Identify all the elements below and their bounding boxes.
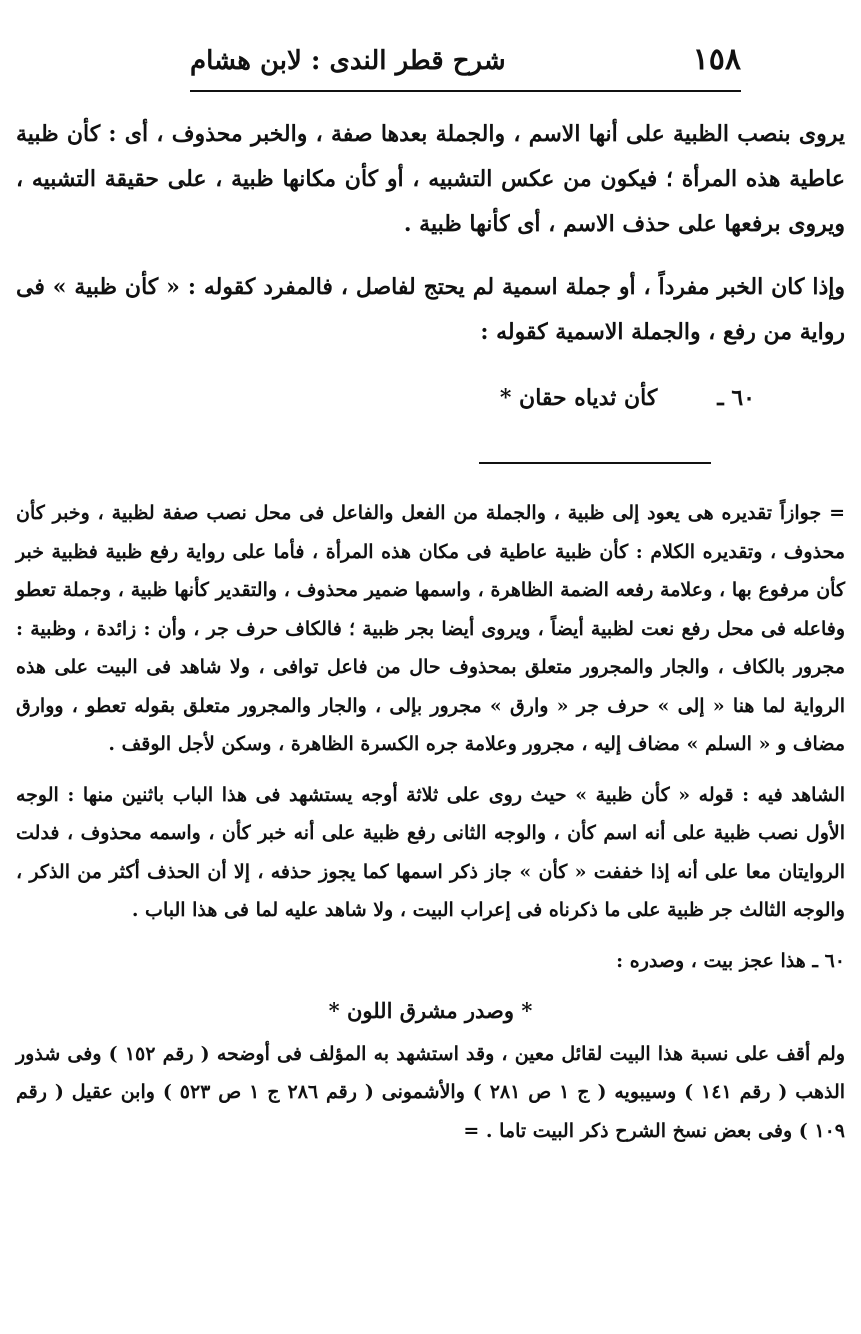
verse-number: ٦٠ ـ xyxy=(717,385,755,411)
verse-text: كأن ثدياه حقان * xyxy=(499,385,658,411)
footnote-divider xyxy=(479,462,711,464)
page-header xyxy=(190,42,741,92)
footnote-paragraph: الشاهد فيه : قوله « كأن ظبية » حيث روى على ثلاثة أوجه يستشهد فى هذا الباب باثنين منها : الوجه الأول نصب ظبية على أنه اسم كأن ، والوجه الثانى رفع ظبية على أنه خبر كأن ، واسمه محذوف ، فدلت الروايتان معا على أنه إذا خففت « كأن » جاز ذكر اسمها كما يجوز حذفه ، إلا أن الحذف أكثر من الذكر ، والوجه الثالث جر ظبية على ما ذكرناه فى إعراب البيت ، ولا شاهد عليه لما فى هذا الباب . xyxy=(16,783,845,921)
footnote-paragraph: ٦٠ ـ هذا عجز بيت ، وصدره : xyxy=(616,949,845,972)
page-number: ١٥٨ xyxy=(692,42,741,77)
footnote-paragraph: ولم أقف على نسبة هذا البيت لقائل معين ، وقد استشهد به المؤلف فى أوضحه ( رقم ١٥٢ ) وفى شذور الذهب ( رقم ١٤١ ) وسيبويه ( ج ١ ص ٢٨١ ) والأشمونى ( رقم ٢٨٦ ج ١ ص ٥٢٣ ) وابن عقيل ( رقم ١٠٩ ) وفى بعض نسخ الشرح ذكر البيت تاما . = xyxy=(16,1042,846,1142)
footnote-verse: * وصدر مشرق اللون * xyxy=(328,998,533,1023)
main-text xyxy=(16,112,845,423)
running-title: شرح قطر الندى : لابن هشام xyxy=(190,46,506,76)
footnotes xyxy=(16,494,845,1162)
footnote-paragraph: = جوازاً تقديره هى يعود إلى ظبية ، والجملة من الفعل والفاعل فى محل نصب صفة لظبية ، وخبر كأن محذوف ، وتقديره الكلام : كأن ظبية عاطية فى مكان هذه المرأة ، فأما على رواية رفع ظبية فظبية خبر كأن مرفوع بها ، وعلامة رفعه الضمة الظاهرة ، واسمها ضمير محذوف ، والتقدير كأنها ظبية ، وجملة تعطو وفاعله فى محل رفع نعت لظبية أيضاً ، ويروى أيضا بجر ظبية ؛ فالكاف حرف جر ، وأن : زائدة ، وظبية : مجرور بالكاف ، والجار والمجرور متعلق بمحذوف حال من فاعل توافى ، ولا شاهد فى البيت على هذه الرواية لما هنا « إلى » حرف جر « وارق » مجرور بإلى ، والجار والمجرور متعلق بقوله تعطو ، ووارق مضاف و « السلم » مضاف إليه ، مجرور وعلامة جره الكسرة الظاهرة ، وسكن لأجل الوقف . xyxy=(16,502,845,755)
main-paragraph: يروى بنصب الظبية على أنها الاسم ، والجملة بعدها صفة ، والخبر محذوف ، أى : كأن ظبية عاطية هذه المرأة ؛ فيكون من عكس التشبيه ، أو كأن مكانها ظبية ، على حقيقة التشبيه ، ويروى برفعها على حذف الاسم ، أى كأنها ظبية . xyxy=(16,121,845,237)
verse-line xyxy=(16,373,845,423)
main-paragraph: وإذا كان الخبر مفرداً ، أو جملة اسمية لم يحتج لفاصل ، فالمفرد كقوله : « كأن ظبية » فى رواية من رفع ، والجملة الاسمية كقوله : xyxy=(16,274,845,345)
